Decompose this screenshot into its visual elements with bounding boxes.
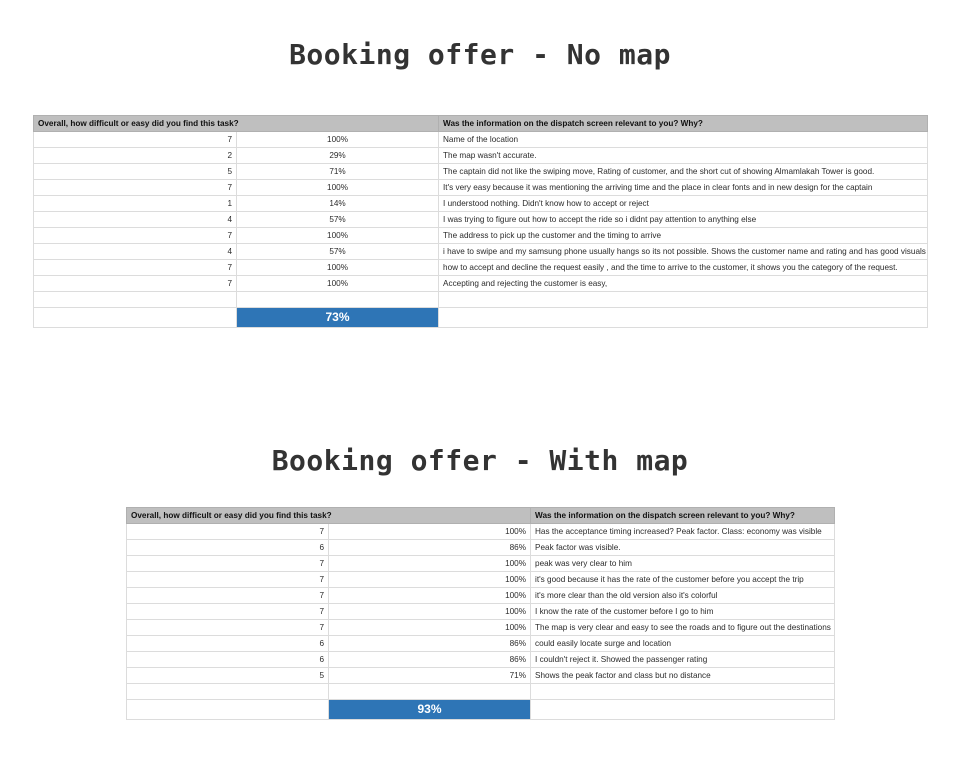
score-cell[interactable]: 6 [127,636,329,652]
table-row [34,180,928,196]
percent-cell[interactable]: 57% [237,212,439,228]
comment-cell[interactable]: The captain did not like the swiping move, Rating of customer, and the short cut of showing Almamlakah Tower is good. [439,164,928,180]
comment-cell[interactable]: The map wasn't accurate. [439,148,928,164]
percent-cell[interactable]: 100% [237,132,439,148]
score-cell[interactable]: 7 [34,260,237,276]
empty-cell[interactable] [329,684,531,700]
table-header-row [34,116,928,132]
table-row [34,164,928,180]
comment-cell[interactable]: Name of the location [439,132,928,148]
table-row [127,524,835,540]
results-table-with-map [126,507,835,720]
empty-cell[interactable] [531,700,835,720]
average-score-cell[interactable]: 93% [329,700,531,720]
table-row [127,604,835,620]
score-cell[interactable]: 5 [127,668,329,684]
section-title-with-map: Booking offer - With map [271,444,689,477]
comment-cell[interactable]: could easily locate surge and location [531,636,835,652]
score-cell[interactable]: 2 [34,148,237,164]
score-cell[interactable]: 1 [34,196,237,212]
comment-cell[interactable]: it's more clear than the old version also it's colorful [531,588,835,604]
percent-cell[interactable]: 100% [237,180,439,196]
table-row [127,572,835,588]
comment-cell[interactable]: The map is very clear and easy to see the roads and to figure out the destinations [531,620,835,636]
section-title-no-map: Booking offer - No map [289,38,671,71]
percent-cell[interactable]: 100% [237,276,439,292]
empty-cell[interactable] [34,292,237,308]
empty-cell[interactable] [34,308,237,328]
score-cell[interactable]: 7 [127,620,329,636]
score-cell[interactable]: 7 [34,180,237,196]
percent-cell[interactable]: 29% [237,148,439,164]
percent-cell[interactable]: 100% [237,260,439,276]
table-row [127,556,835,572]
table-row [127,540,835,556]
score-cell[interactable]: 7 [34,228,237,244]
empty-cell[interactable] [127,684,329,700]
comment-cell[interactable]: Accepting and rejecting the customer is easy, [439,276,928,292]
score-cell[interactable]: 5 [34,164,237,180]
table-row [34,276,928,292]
table-row [127,588,835,604]
percent-cell[interactable]: 100% [329,588,531,604]
score-cell[interactable]: 7 [127,588,329,604]
score-cell[interactable]: 7 [127,556,329,572]
comment-cell[interactable]: i have to swipe and my samsung phone usually hangs so its not possible. Shows the customer name and rating and has good visuals [439,244,928,260]
table-row [127,652,835,668]
percent-cell[interactable]: 100% [329,524,531,540]
percent-cell[interactable]: 100% [329,556,531,572]
percent-cell[interactable]: 86% [329,540,531,556]
score-cell[interactable]: 7 [34,276,237,292]
table-row [127,668,835,684]
average-score-cell[interactable]: 73% [237,308,439,328]
empty-cell[interactable] [439,292,928,308]
percent-cell[interactable]: 57% [237,244,439,260]
percent-cell[interactable]: 14% [237,196,439,212]
percent-cell[interactable]: 100% [329,572,531,588]
comment-cell[interactable]: The address to pick up the customer and the timing to arrive [439,228,928,244]
empty-cell[interactable] [439,308,928,328]
table-row [34,196,928,212]
comment-cell[interactable]: Peak factor was visible. [531,540,835,556]
table-header-row [127,508,835,524]
header-relevance-question: Was the information on the dispatch screen relevant to you? Why? [531,508,835,524]
comment-cell[interactable]: It's very easy because it was mentioning the arriving time and the place in clear fonts and in new design for the captain [439,180,928,196]
table-row [34,244,928,260]
average-row [127,700,835,720]
percent-cell[interactable]: 100% [329,620,531,636]
table-row [34,148,928,164]
comment-cell[interactable]: how to accept and decline the request easily , and the time to arrive to the customer, it shows you the category of the request. [439,260,928,276]
score-cell[interactable]: 6 [127,652,329,668]
percent-cell[interactable]: 71% [329,668,531,684]
average-row [34,308,928,328]
score-cell[interactable]: 7 [127,524,329,540]
header-difficulty-question: Overall, how difficult or easy did you find this task? [127,508,531,524]
empty-cell[interactable] [127,700,329,720]
empty-row [34,292,928,308]
empty-row [127,684,835,700]
table-row [34,132,928,148]
header-relevance-question: Was the information on the dispatch screen relevant to you? Why? [439,116,928,132]
comment-cell[interactable]: I know the rate of the customer before I go to him [531,604,835,620]
score-cell[interactable]: 7 [34,132,237,148]
table-row [34,212,928,228]
percent-cell[interactable]: 100% [329,604,531,620]
score-cell[interactable]: 4 [34,212,237,228]
results-table-no-map [33,115,928,328]
score-cell[interactable]: 4 [34,244,237,260]
comment-cell[interactable]: Has the acceptance timing increased? Peak factor. Class: economy was visible [531,524,835,540]
comment-cell[interactable]: peak was very clear to him [531,556,835,572]
empty-cell[interactable] [531,684,835,700]
percent-cell[interactable]: 86% [329,636,531,652]
percent-cell[interactable]: 86% [329,652,531,668]
comment-cell[interactable]: Shows the peak factor and class but no distance [531,668,835,684]
empty-cell[interactable] [237,292,439,308]
comment-cell[interactable]: it's good because it has the rate of the customer before you accept the trip [531,572,835,588]
percent-cell[interactable]: 100% [237,228,439,244]
comment-cell[interactable]: I was trying to figure out how to accept the ride so i didnt pay attention to anything else [439,212,928,228]
header-difficulty-question: Overall, how difficult or easy did you find this task? [34,116,439,132]
comment-cell[interactable]: I understood nothing. Didn't know how to accept or reject [439,196,928,212]
score-cell[interactable]: 6 [127,540,329,556]
table-row [127,620,835,636]
score-cell[interactable]: 7 [127,604,329,620]
table-row [34,228,928,244]
comment-cell[interactable]: I couldn't reject it. Showed the passenger rating [531,652,835,668]
table-row [34,260,928,276]
percent-cell[interactable]: 71% [237,164,439,180]
score-cell[interactable]: 7 [127,572,329,588]
table-row [127,636,835,652]
